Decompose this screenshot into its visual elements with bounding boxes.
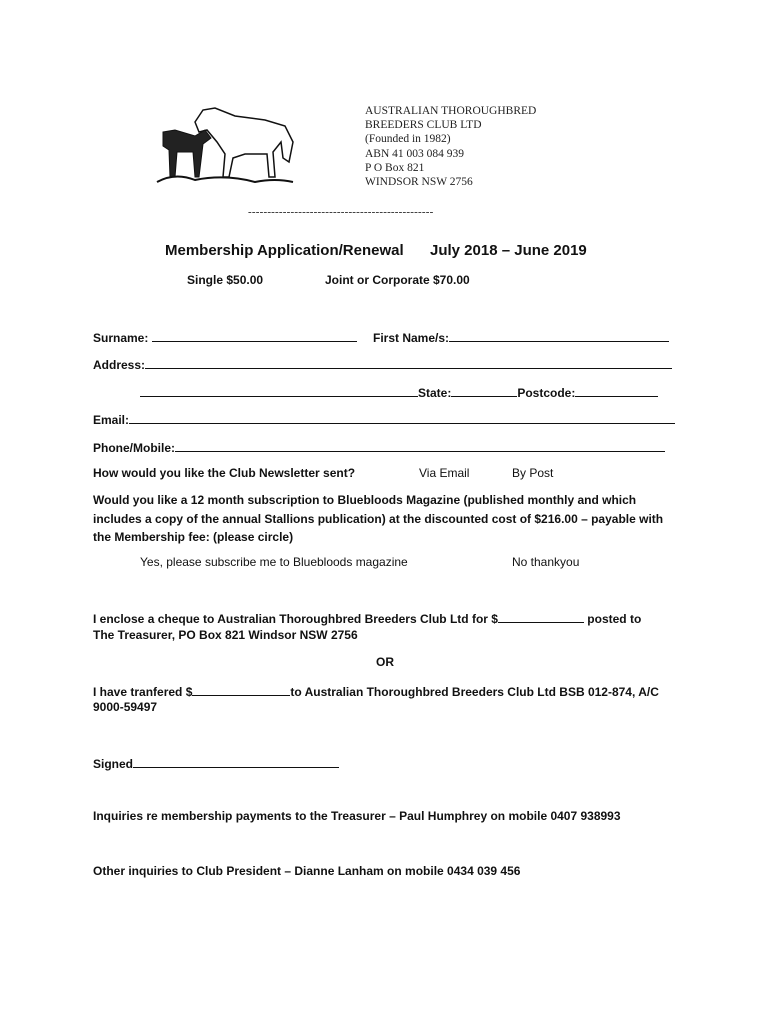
president-inquiries: Other inquiries to Club President – Dianne Lanham on mobile 0434 039 456 <box>93 864 521 878</box>
address-label: Address: <box>93 358 146 372</box>
cheque-amount-field[interactable] <box>498 610 584 623</box>
newsletter-via-email[interactable]: Via Email <box>419 466 470 480</box>
postcode-label: Postcode: <box>517 386 576 400</box>
magazine-question: Would you like a 12 month subscription to Bluebloods Magazine (published monthly and which includes a copy of the annual Stallions publication) at the discounted cost of $216.00 – payable with the Membership fee: (please circle) <box>93 493 664 544</box>
transfer-amount-field[interactable] <box>192 683 290 696</box>
fee-joint: Joint or Corporate $70.00 <box>325 273 470 287</box>
po-box: P O Box 821 <box>365 161 425 174</box>
club-address-block <box>365 104 536 189</box>
address-line2-field[interactable] <box>140 384 418 397</box>
founded: (Founded in 1982) <box>365 133 451 146</box>
club-name-2: BREEDERS CLUB LTD <box>365 119 482 132</box>
email-label: Email: <box>93 413 130 427</box>
phone-field[interactable] <box>175 439 665 452</box>
address-field[interactable] <box>145 356 672 369</box>
cheque-address: The Treasurer, PO Box 821 Windsor NSW 2756 <box>93 628 358 642</box>
fee-single: Single $50.00 <box>187 273 264 287</box>
email-field[interactable] <box>129 411 675 424</box>
signed-label: Signed <box>93 757 134 771</box>
surname-label: Surname: <box>93 331 149 345</box>
page-title: Membership Application/Renewal <box>165 242 404 259</box>
first-name-label: First Name/s: <box>373 331 450 345</box>
period: July 2018 – June 2019 <box>430 242 587 259</box>
town: WINDSOR NSW 2756 <box>365 176 473 189</box>
state-label: State: <box>418 386 452 400</box>
transfer-bank: to Australian Thoroughbred Breeders Club Ltd BSB 012-874, A/C <box>290 685 659 699</box>
club-name-1: AUSTRALIAN THOROUGHBRED <box>365 105 537 117</box>
transfer-text: I have tranfered $ <box>93 685 193 699</box>
horse-logo-icon <box>155 102 295 187</box>
postcode-field[interactable] <box>575 384 658 397</box>
magazine-no[interactable]: No thankyou <box>512 555 580 569</box>
first-name-field[interactable] <box>449 329 669 342</box>
magazine-yes[interactable]: Yes, please subscribe me to Bluebloods magazine <box>140 555 408 569</box>
newsletter-by-post[interactable]: By Post <box>512 466 554 480</box>
transfer-account: 9000-59497 <box>93 700 158 714</box>
separator: ------------------------------------------------ <box>248 206 434 218</box>
abn: ABN 41 003 084 939 <box>365 147 465 160</box>
signature-field[interactable] <box>133 755 339 768</box>
state-field[interactable] <box>451 384 517 397</box>
cheque-text: I enclose a cheque to Australian Thoroughbred Breeders Club Ltd for $ <box>93 612 498 626</box>
newsletter-question: How would you like the Club Newsletter sent? <box>93 466 356 480</box>
surname-field[interactable] <box>152 329 357 342</box>
treasurer-inquiries: Inquiries re membership payments to the Treasurer – Paul Humphrey on mobile 0407 938993 <box>93 809 621 823</box>
or-label: OR <box>376 655 394 669</box>
phone-label: Phone/Mobile: <box>93 441 175 455</box>
cheque-posted: posted to <box>587 612 642 626</box>
